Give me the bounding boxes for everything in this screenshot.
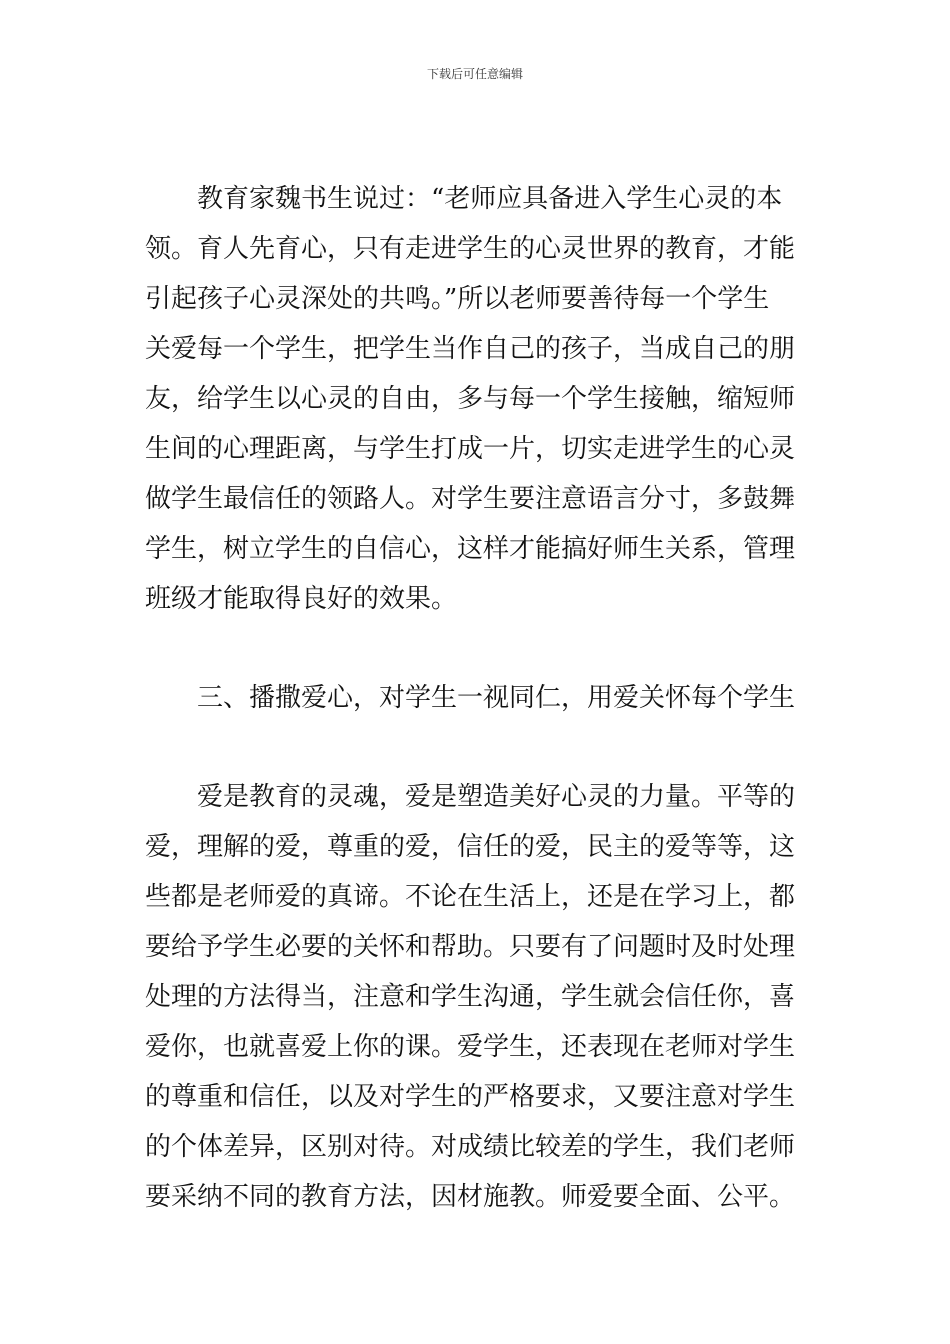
paragraph-line: 关爱每一个学生，把学生当作自己的孩子，当成自己的朋: [145, 334, 796, 364]
paragraph-line: 要采纳不同的教育方法，因材施教。师爱要全面、公平。: [145, 1182, 796, 1212]
paragraph-line: 的个体差异，区别对待。对成绩比较差的学生，我们老师: [145, 1132, 796, 1162]
paragraph-line: 教育家魏书生说过：“老师应具备进入学生心灵的本: [197, 184, 783, 214]
paragraph-line: 的尊重和信任，以及对学生的严格要求，又要注意对学生: [145, 1082, 796, 1112]
paragraph-line: 些都是老师爱的真谛。不论在生活上，还是在学习上，都: [145, 882, 796, 912]
header-note: 下载后可任意编辑: [426, 67, 523, 81]
paragraph-line: 友，给学生以心灵的自由，多与每一个学生接触，缩短师: [145, 384, 796, 414]
paragraph-line: 做学生最信任的领路人。对学生要注意语言分寸，多鼓舞: [145, 484, 796, 514]
section-heading: 三、播撒爱心，对学生一视同仁，用爱关怀每个学生: [197, 683, 796, 713]
paragraph-line: 引起孩子心灵深处的共鸣。”所以老师要善待每一个学生: [145, 284, 770, 314]
paragraph-line: 处理的方法得当，注意和学生沟通，学生就会信任你，喜: [145, 982, 796, 1012]
paragraph-line: 班级才能取得良好的效果。: [145, 584, 458, 614]
paragraph-line: 爱是教育的灵魂，爱是塑造美好心灵的力量。平等的: [197, 782, 796, 812]
paragraph-line: 生间的心理距离，与学生打成一片，切实走进学生的心灵: [145, 434, 796, 464]
paragraph-line: 领。育人先育心，只有走进学生的心灵世界的教育，才能: [145, 234, 796, 264]
paragraph-line: 学生，树立学生的自信心，这样才能搞好师生关系，管理: [145, 534, 796, 564]
paragraph-line: 爱你，也就喜爱上你的课。爱学生，还表现在老师对学生: [145, 1032, 796, 1062]
paragraph-line: 要给予学生必要的关怀和帮助。只要有了问题时及时处理: [145, 932, 796, 962]
paragraph-line: 爱，理解的爱，尊重的爱，信任的爱，民主的爱等等，这: [145, 832, 796, 862]
